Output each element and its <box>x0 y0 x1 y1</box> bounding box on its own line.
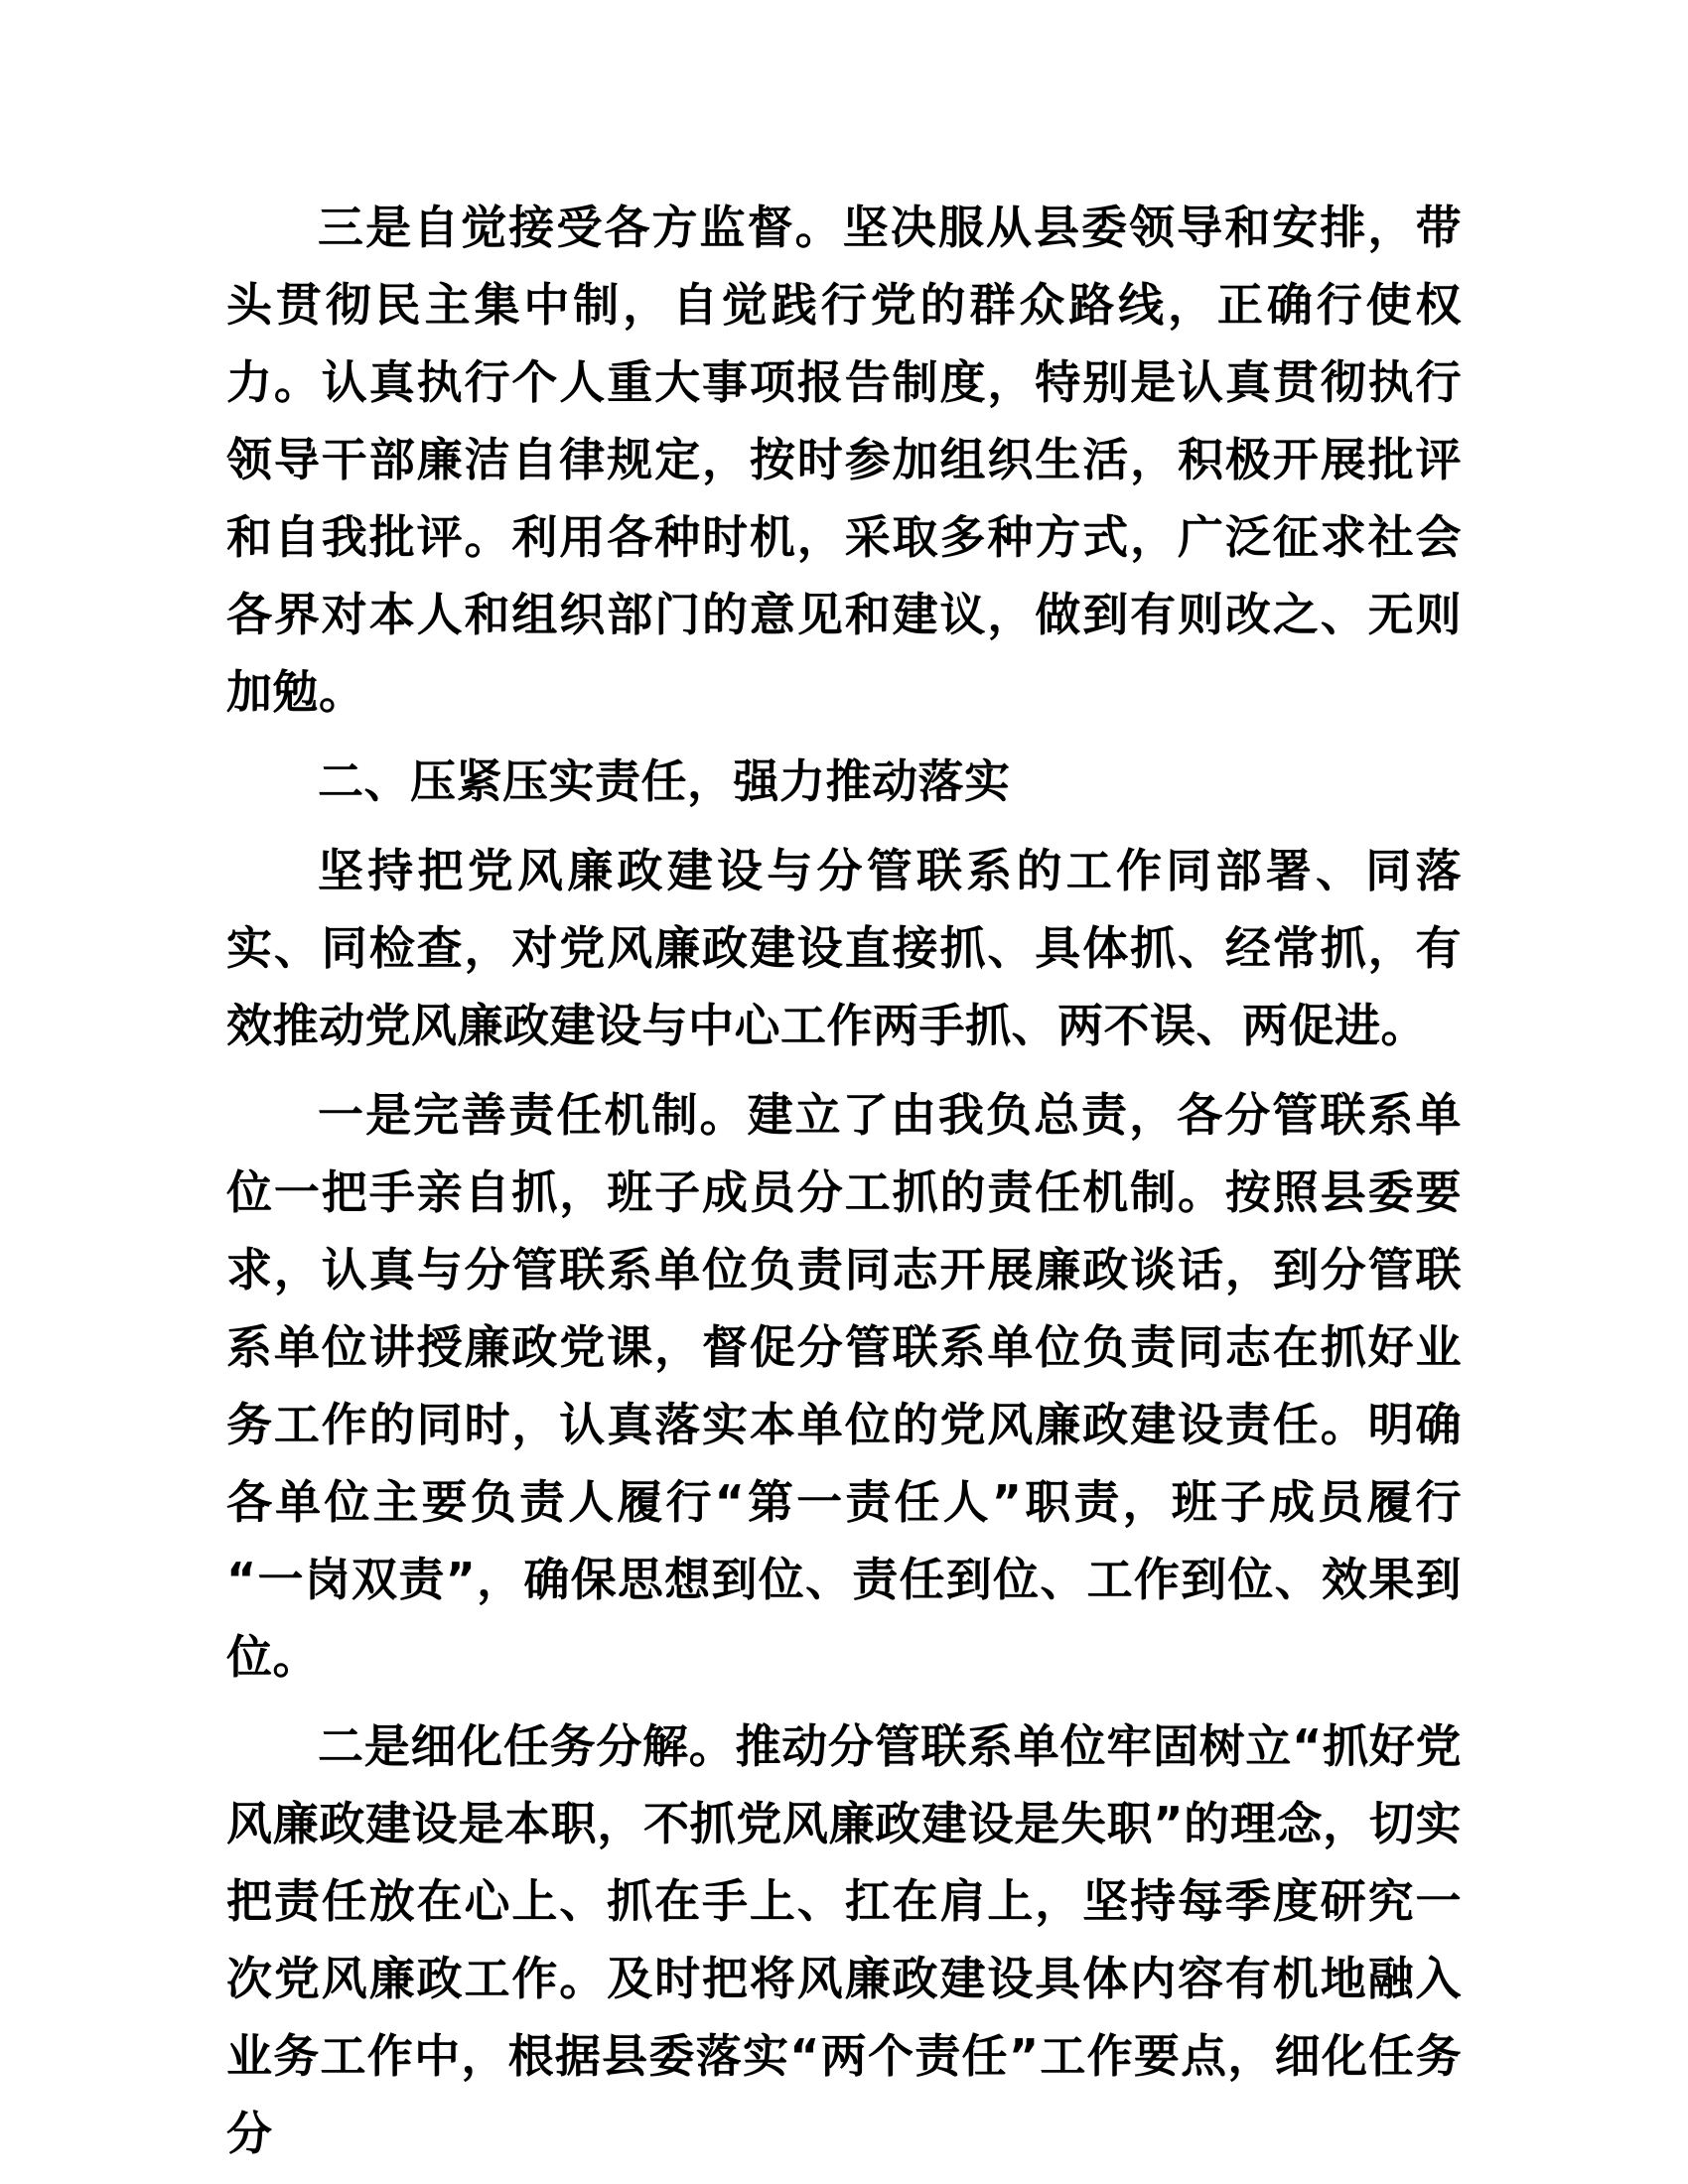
document-body <box>226 189 1462 2172</box>
paragraph-improve-responsibility-mechanism: 一是完善责任机制。建立了由我负总责，各分管联系单位一把手亲自抓，班子成员分工抓的责任机制。按照县委要求，认真与分管联系单位负责同志开展廉政谈话，到分管联系单位讲授廉政党课，督促分管联系单位负责同志在抓好业务工作的同时，认真落实本单位的党风廉政建设责任。明确各单位主要负责人履行“第一责任人”职责，班子成员履行“一岗双责”，确保思想到位、责任到位、工作到位、效果到位。 <box>226 1088 1462 1684</box>
paragraph-refine-task-decomposition: 二是细化任务分解。推动分管联系单位牢固树立“抓好党风廉政建设是本职，不抓党风廉政建设是失职”的理念，切实把责任放在心上、抓在手上、扛在肩上，坚持每季度研究一次党风廉政工作。及时把将风廉政建设具体内容有机地融入业务工作中，根据县委落实“两个责任”工作要点，细化任务分 <box>226 1719 1462 2160</box>
section-heading-two: 二、压紧压实责任，强力推动落实 <box>318 754 1011 808</box>
paragraph-same-deployment: 坚持把党风廉政建设与分管联系的工作同部署、同落实、同检查，对党风廉政建设直接抓、具体抓、经常抓，有效推动党风廉政建设与中心工作两手抓、两不误、两促进。 <box>226 844 1462 1052</box>
paragraph-accept-supervision: 三是自觉接受各方监督。坚决服从县委领导和安排，带头贯彻民主集中制，自觉践行党的群众路线，正确行使权力。认真执行个人重大事项报告制度，特别是认真贯彻执行领导干部廉洁自律规定，按时参加组织生活，积极开展批评和自我批评。利用各种时机，采取多种方式，广泛征求社会各界对本人和组织部门的意见和建议，做到有则改之、无则加勉。 <box>226 201 1462 719</box>
